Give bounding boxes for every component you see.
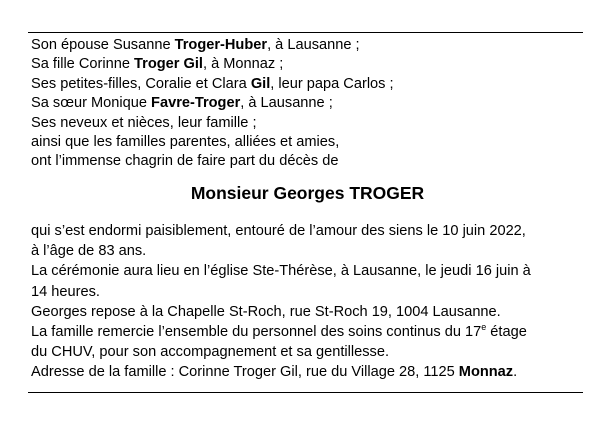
chapel-line: Georges repose à la Chapelle St-Roch, rue St-Roch 19, 1004 Lausanne. xyxy=(31,303,501,320)
family-line-granddaughters: Ses petites-filles, Coralie et Clara Gil, leur papa Carlos ; xyxy=(31,75,394,92)
family-line-daughter: Sa fille Corinne Troger Gil, à Monnaz ; xyxy=(31,56,284,73)
passing-line-1: qui s’est endormi paisiblement, entouré de l’amour des siens le 10 juin 2022, xyxy=(31,223,526,239)
family-announcement xyxy=(31,36,576,172)
top-divider xyxy=(28,32,583,33)
thanks-line-1: La famille remercie l’ensemble du personnel des soins continus du 17e étage xyxy=(31,321,527,340)
obituary-details xyxy=(31,221,583,383)
ceremony-line-2: 14 heures. xyxy=(31,283,100,300)
family-address-line: Adresse de la famille : Corinne Troger Gil, rue du Village 28, 1125 Monnaz. xyxy=(31,364,518,381)
passing-line-2: à l’âge de 83 ans. xyxy=(31,243,147,260)
thanks-line-2: du CHUV, pour son accompagnement et sa gentillesse. xyxy=(31,344,390,361)
family-line-spouse: Son épouse Susanne Troger-Huber, à Lausanne ; xyxy=(31,37,360,53)
family-line-announcement: ont l’immense chagrin de faire part du décès de xyxy=(31,153,339,170)
deceased-name: Monsieur Georges TROGER xyxy=(190,183,425,203)
family-line-nephews: Ses neveux et nièces, leur famille ; xyxy=(31,114,257,131)
ceremony-line-1: La cérémonie aura lieu en l’église Ste-Thérèse, à Lausanne, le jeudi 16 juin à xyxy=(31,263,531,280)
family-line-sister: Sa sœur Monique Favre-Troger, à Lausanne ; xyxy=(31,95,333,112)
family-line-relatives: ainsi que les familles parentes, alliées et amies, xyxy=(31,133,340,150)
bottom-divider xyxy=(28,392,583,393)
